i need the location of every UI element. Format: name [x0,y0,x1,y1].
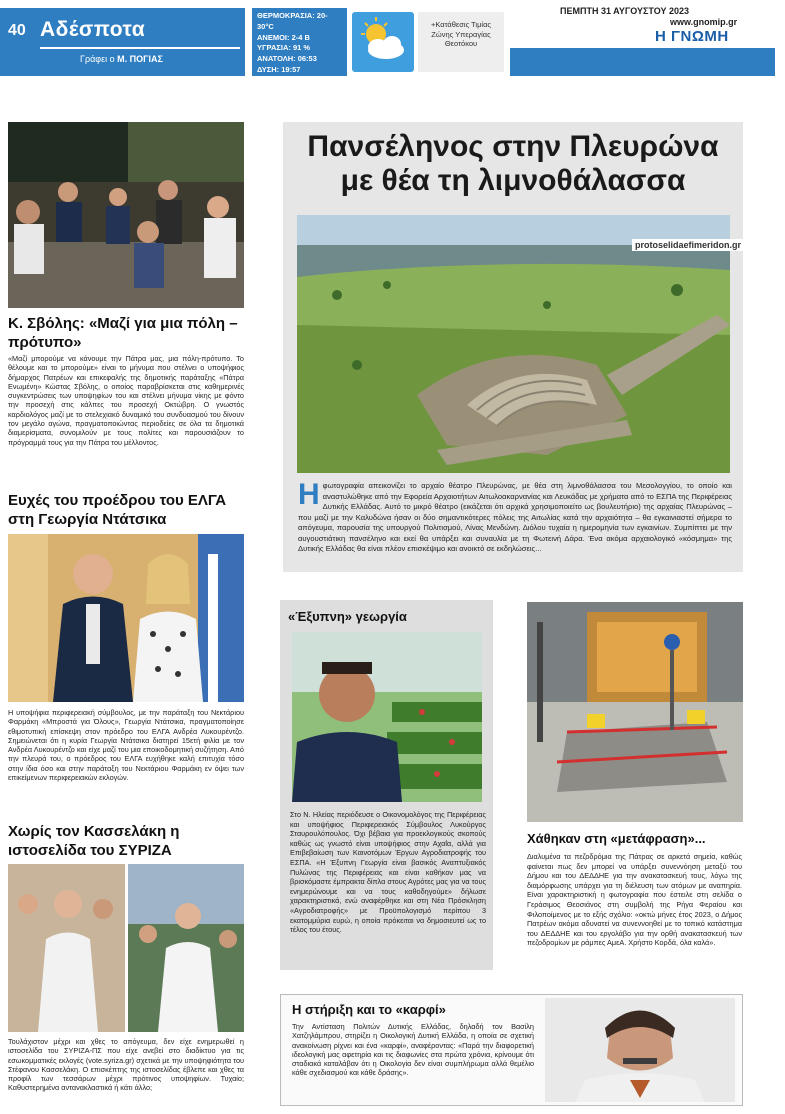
agriculture-headline: «Έξυπνη» γεωργία [288,609,407,624]
kasselakis-headline: Χωρίς τον Κασσελάκη η ιστοσελίδα του ΣΥΡΙΖΑ [8,823,180,859]
section-title: Αδέσποτα [40,18,146,41]
agriculture-photo [292,632,482,802]
lost-headline: Χάθηκαν στη «μετάφραση»... [527,831,706,846]
kasselakis-photo [8,864,244,1032]
editor-byline: Γράφει ο Μ. ΠΟΓΙΑΣ [80,54,163,64]
nameday-note: +Κατάθεσις Τιμίας Ζώνης Υπεραγίας Θεοτόκου [418,12,504,72]
kasselakis-body: Τουλάχιστον μέχρι και χθες το απόγευμα, δεν είχε ενημερωθεί η ιστοσελίδα του ΣΥΡΙΖΑ-ΠΣ που είχε ανεβεί στο διαδίκτυο για τις εσωκομματικές εκλογές (vote.syriza.gr) σχετικά με την υποψηφιότητα του Στέφανου Κασσελάκη. Ο επισκέπτης της ιστοσελίδας έβλεπε και χθες τα προφίλ των τεσσάρων μέχρι πρότινος υποψηφίων. Τυχαίο; Καθυστερημένα αντανακλαστικά ή κάτι άλλο; [8,1037,244,1093]
svolis-photo [8,122,244,308]
svolis-body: «Μαζί μπορούμε να κάνουμε την Πάτρα μας, μια πόλη-πρότυπο. Το θέλουμε και το μπορούμε» είναι το μήνυμα που στέλνει ο υποψήφιος δήμαρχος Πατρέων και επικεφαλής της δημοτικής παράταξης «Πάτρα Ενωμένη» Κώστας Σβόλης, ο οποίος παραβρίσκεται στις καθημερινές συγκεντρώσεις των υποψηφίων του και στέλνει μήνυμα νίκης με φόντο την προσεχή στις κάλπες του προσεχή Οκτώβρη. Ο γνωστός καρδιολόγος μαζί με το στελεχιακό δυναμικό του συνδυασμού του δίνουν τον μεγάλο αγώνα, πραγματοποιώντας περιοδείες σε όλα τα δημοτικά διαμερίσματα, συνομιλούν με τους πολίτες και παρουσιάζουν το πρόγραμμά τους για την Πάτρα του μέλλοντος. [8,354,244,447]
elga-headline: Ευχές του προέδρου του ΕΛΓΑ στη Γεωργία Ντάτσικα [8,492,227,528]
agriculture-body: Στο Ν. Ηλείας περιόδευσε ο Οικονομολόγος της Περιφέρειας και υποψήφιος Περιφερειακός Σύμβουλος Λυκούργος Σταυρουλόπουλος. Όχι βέβαια για προεκλογικούς σκοπούς καθώς ως γνωστό είναι υποψήφιος στην Αχαΐα, αλλά για Επιβεβαίωση των Καινοτόμων Έργων Αγροδιατροφής του ΕΣΠΑ. «Η Έξυπνη Γεωργία είναι βασικός Αναπτυξιακός Πυλώνας της Περιφέρειας και είναι καθήκον μας να βρισκόμαστε έμπρακτα δίπλα στους Αγρότες μας για να τους ενημερώνουμε και να τους καθοδηγούμε» δήλωσε χαρακτηριστικά, ενώ αναφέρθηκε και στη Νέα Πρόσκληση «Αγροδιατροφής» με Προϋπολογισμό περίπου 3 εκατομμύρια ευρώ, η οποία πρόκειται να δημοσιευτεί ως το τέλος του έτους. [290,810,486,935]
newspaper-logo: Η ΓΝΩΜΗ [655,28,729,45]
header-band-right [510,48,775,76]
weather-temp: 20-30°C [257,11,328,31]
elga-photo [8,534,244,702]
svolis-headline: Κ. Σβόλης: «Μαζί για μια πόλη – πρότυπο» [8,315,238,351]
weather-sunset: 19:57 [281,64,301,74]
website-link[interactable]: www.gnomip.gr [670,17,738,27]
section-underline [40,47,240,49]
support-body: Την Αντίσταση Πολιτών Δυτικής Ελλάδας, δηλαδή τον Βασίλη Χατζηλάμπρου, στηρίζει η Οικολογική Δυτική Ελλάδα, η οποία σε σχετική ανακοίνωση ρίχνει και ένα «καρφί», αναφέροντας: «Παρά την διαφορετική ιδεολογική μας αφετηρία και τις διαφωνίες στα πρώτα χρόνια, κρίνουμε ότι σταδιακά καταλάβαν ότι η Οικολογία δεν είναι συμπλήρωμα αλλά θεμέλιο κάθε σχεδιασμού και κάθε δράσης». [292,1022,534,1078]
elga-body: Η υποψήφια περιφερειακή σύμβουλος, με την παράταξη του Νεκτάριου Φαρμάκη «Μπροστά για Όλους», Γεωργία Ντάτσικα, πραγματοποίησε εθιμοτυπική επίσκεψη στον πρόεδρο του ΕΛΓΑ Ανδρέα Λυκουρέντζο. Σημειώνεται ότι η κυρία Γεωργία Ντάτσικα διατηρεί 15ετή φιλία με τον Ανδρέα Λυκουρέντζο και είχε μαζί του μια εποικοδομητική συζήτηση. Από την πλευρά του, ο πρόεδρος του ΕΛΓΑ ευχήθηκε καλή επιτυχία τόσο στην ίδια όσο και στην παράταξη του Νεκτάριου Φαρμάκη εν όψει των επικείμενων περιφερειακών εκλογών. [8,708,244,783]
lost-body: Διαλυμένα τα πεζοδρόμια της Πάτρας σε αρκετά σημεία, καθώς φαίνεται πως δεν μπορεί να υπάρξει συνεννόηση μεταξύ του Δήμου και του ΔΕΔΔΗΕ για την ανακατασκευή τους, λόγω της διαμόρφωσης υπάρχει για τη διέλευση των ατόμων με αναπηρία. Είναι χαρακτηριστική η φωτογραφία που έστειλε στη σελίδα ο Γεράσιμος Θεοσιάνος στη συμβολή της Ρήγα Φεραίου και Φιλοποίμενος με το εξής σχόλιο: «οκτώ μήνες έτος 2023, ο Δήμος Πατρέων ακόμα αδυνατεί να συνεννοηθεί με το τοπικό κατάστημα του ΔΕΔΔΗΕ και του εργολάβο για την ορθή ανακατασκευή των πεζοδρομίων με ράμπες ΑμεΑ. Χρήστο Κορδά, όλα καλά». [527,852,742,948]
editor-name: Μ. ΠΟΓΙΑΣ [117,54,163,64]
feature-photo [297,215,730,473]
issue-date: ΠΕΜΠΤΗ 31 ΑΥΓΟΥΣΤΟΥ 2023 [560,6,690,16]
page-number: 40 [8,22,26,39]
weather-panel: ΘΕΡΜΟΚΡΑΣΙΑ: 20-30°C ΑΝΕΜΟΙ: 2-4 B ΥΓΡΑΣΙΑ: 91 % ΑΝΑΤΟΛΗ: 06:53 ΔΥΣΗ: 19:57 [252,8,347,76]
feature-body: Ηφωτογραφία απεικονίζει το αρχαίο θέατρο Πλευρώνας, με θέα στη λιμνοθάλασσα του Μεσολογγίου, το οποίο και αναστυλώθηκε από την Εφορεία Αρχαιοτήτων Αιτωλοακαρνανίας και Λευκάδας με χρήματα από το ΕΣΠΑ της Περιφέρειας Δυτικής Ελλάδας. Αυτό το μικρό θέατρο (εικάζεται ότι αρχικά χρησιμοποιείτο ως βουλευτήριο) της αρχαίας Πλευρώνας – που μαζί με την Καλυδώνα ήσαν οι δύο σημαντικότερες πόλεις της Αιτωλίας κατά την αρχαιότητα – θα εγκαινιαστεί σήμερα το απόγευμα, παρουσία της υπουργού Πολιτισμού, Λίνας Μενδώνη. Διόλου τυχαία η ημερομηνία των εγκαινίων. Συμπίπτει με την αυγουστιάτικη πανσέληνο και εκεί θα υπάρξει και συναυλία με τη Φωτεινή Δάρα. Ένα ακόμα αρχαιολογικό «κόσμημα» της Δυτικής Ελλάδας θα είναι πλέον επισκέψιμο και ανοικτό σε εκδηλώσεις... [298,478,732,553]
support-photo [545,998,735,1102]
feature-title: Πανσέληνος στην Πλευρώνα με θέα τη λιμνοθάλασσα [307,130,719,197]
support-headline: Η στήριξη και το «καρφί» [292,1002,446,1017]
weather-humidity: 91 % [292,43,311,53]
weather-wind: 2-4 B [291,32,310,42]
feature-dropcap: Η [298,478,320,511]
sun-cloud-icon [352,12,414,72]
watermark: protoselidaefimeridon.gr [632,239,744,251]
weather-sunrise: 06:53 [297,54,317,64]
sidewalk-photo [527,602,743,822]
